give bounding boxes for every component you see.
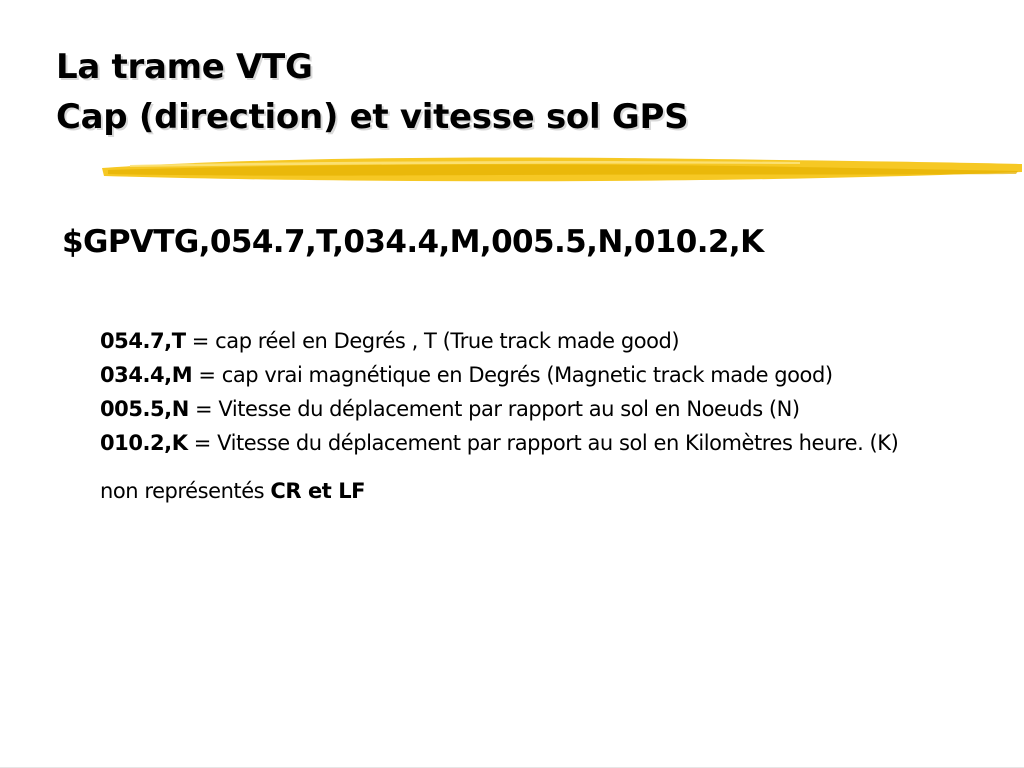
field-definitions xyxy=(100,324,1018,508)
title-line-2: Cap (direction) et vitesse sol GPS xyxy=(56,97,689,137)
title-underline-brushstroke xyxy=(100,150,1024,190)
field-code: 005.5,N xyxy=(100,397,189,421)
field-description: = cap vrai magnétique en Degrés (Magnetic track made good) xyxy=(192,363,833,387)
field-definition xyxy=(100,324,1018,358)
title-line-1: La trame VTG xyxy=(56,47,313,87)
field-description: = cap réel en Degrés , T (True track made good) xyxy=(185,329,680,353)
field-description: = Vitesse du déplacement par rapport au sol en Kilomètres heure. (K) xyxy=(187,431,899,455)
field-code: 010.2,K xyxy=(100,431,188,455)
field-definition xyxy=(100,392,1018,426)
note-bold: CR et LF xyxy=(270,479,366,503)
field-description: = Vitesse du déplacement par rapport au sol en Noeuds (N) xyxy=(188,397,800,421)
field-definition xyxy=(100,358,1018,392)
note-prefix: non représentés xyxy=(100,479,271,503)
field-code: 034.4,M xyxy=(100,363,193,387)
slide-title xyxy=(56,42,688,142)
field-code: 054.7,T xyxy=(100,329,186,353)
note xyxy=(100,474,1018,508)
field-definition xyxy=(100,426,980,460)
nmea-sentence: $GPVTG,054.7,T,034.4,M,005.5,N,010.2,K xyxy=(62,224,764,260)
